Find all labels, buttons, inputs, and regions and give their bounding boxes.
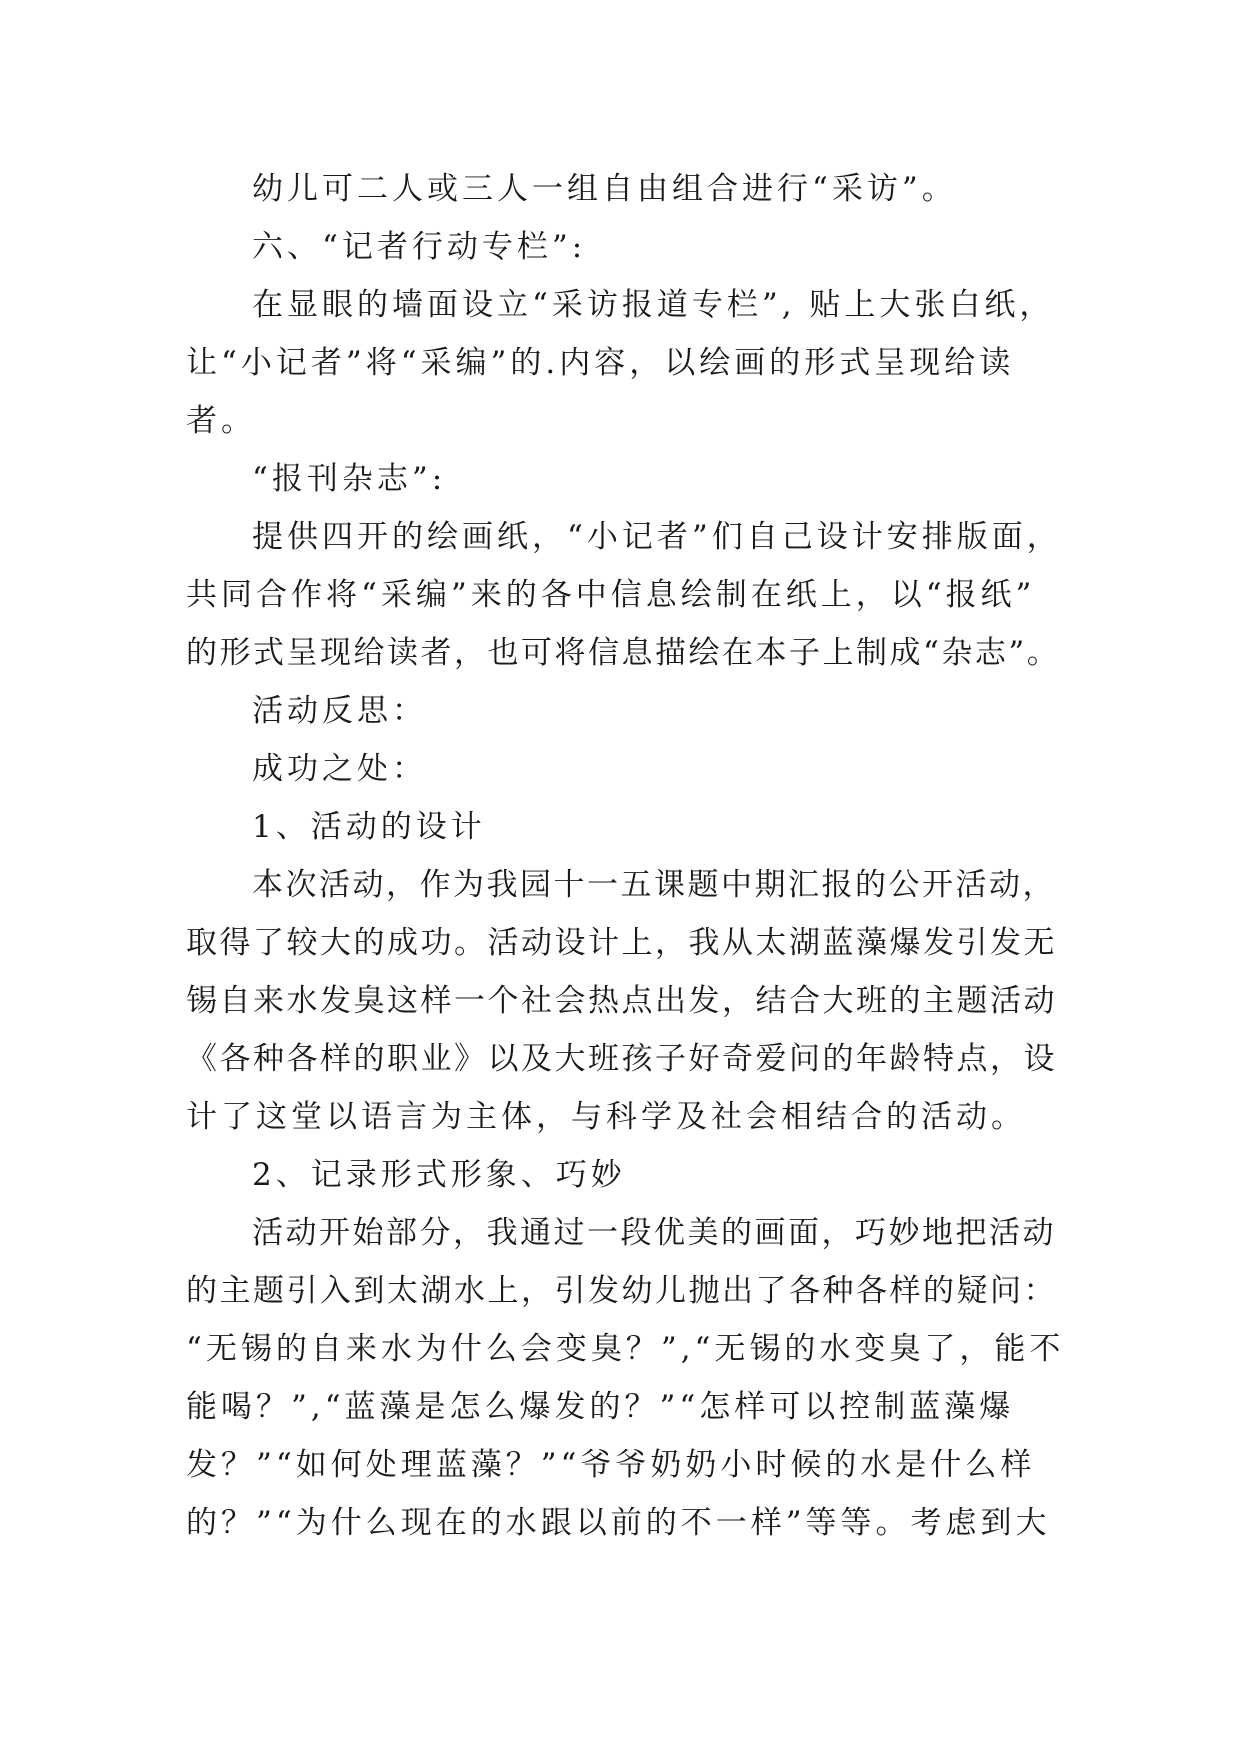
text-line: 在显眼的墙面设立“采访报道专栏”, 贴上大张白纸， bbox=[252, 287, 1055, 323]
subsection-heading: 2、记录形式形象、巧妙 bbox=[252, 1157, 626, 1193]
text-line: 共同合作将“采编”来的各中信息绘制在纸上，以“报纸” bbox=[186, 577, 1036, 613]
section-heading: 成功之处： bbox=[252, 751, 427, 787]
text-line: “无锡的自来水为什么会变臭？”,“无锡的水变臭了，能不 bbox=[186, 1331, 1065, 1367]
text-line: 锡自来水发臭这样一个社会热点出发，结合大班的主题活动 bbox=[186, 983, 1057, 1019]
text-line: 发？”“如何处理蓝藻？”“爷爷奶奶小时候的水是什么样 bbox=[186, 1447, 1036, 1483]
text-line: 能喝？”,“蓝藻是怎么爆发的？”“怎样可以控制蓝藻爆 bbox=[186, 1389, 1015, 1425]
text-line: 的？”“为什么现在的水跟以前的不一样”等等。考虑到大 bbox=[186, 1505, 1051, 1541]
subsection-heading: 1、活动的设计 bbox=[252, 809, 486, 845]
body-text bbox=[186, 160, 1066, 1552]
section-heading: “报刊杂志”: bbox=[252, 461, 447, 497]
text-line: 提供四开的绘画纸，“小记者”们自己设计安排版面， bbox=[252, 519, 1062, 555]
text-line: 计了这堂以语言为主体，与科学及社会相结合的活动。 bbox=[186, 1099, 1026, 1135]
section-heading: 六、“记者行动专栏”: bbox=[252, 229, 587, 265]
text-line: 的主题引入到太湖水上，引发幼儿抛出了各种各样的疑问： bbox=[186, 1273, 1057, 1309]
text-line: 活动开始部分，我通过一段优美的画面，巧妙地把活动 bbox=[252, 1215, 1056, 1251]
text-line: 《各种各样的职业》以及大班孩子好奇爱问的年龄特点，设 bbox=[186, 1041, 1057, 1077]
text-line: 者。 bbox=[186, 403, 256, 439]
section-heading: 活动反思： bbox=[252, 693, 427, 729]
text-line: 的形式呈现给读者，也可将信息描绘在本子上制成“杂志”。 bbox=[186, 635, 1061, 671]
text-line: 让“小记者”将“采编”的.内容，以绘画的形式呈现给读 bbox=[186, 345, 1015, 381]
text-line: 幼儿可二人或三人一组自由组合进行“采访”。 bbox=[252, 171, 957, 207]
text-line: 本次活动，作为我园十一五课题中期汇报的公开活动， bbox=[252, 867, 1056, 903]
text-line: 取得了较大的成功。活动设计上，我从太湖蓝藻爆发引发无 bbox=[186, 925, 1057, 961]
